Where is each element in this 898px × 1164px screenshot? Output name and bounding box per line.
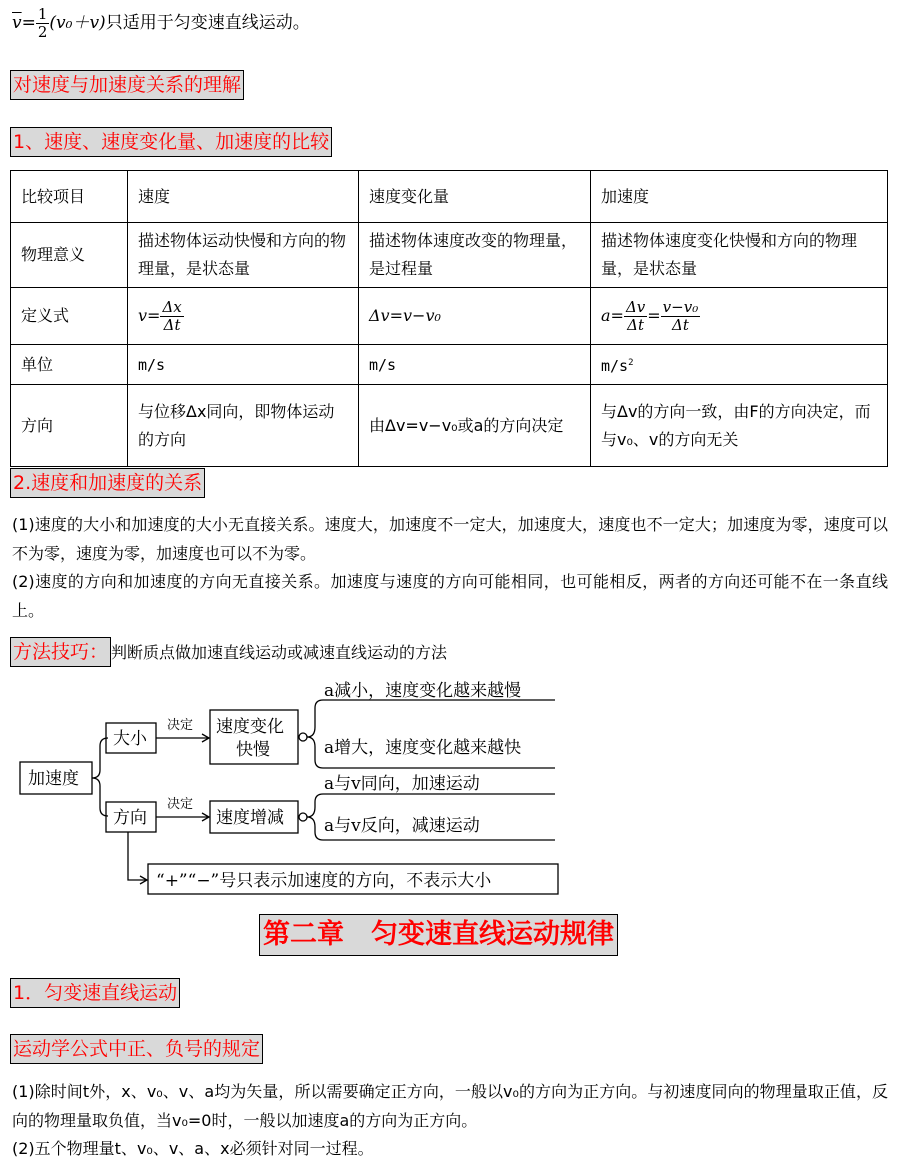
acceleration-def-fraction-2: [661, 299, 701, 334]
heading-sign-rules: 运动学公式中正、负号的规定: [10, 1034, 263, 1064]
paragraph-1: (1)速度的大小和加速度的大小无直接关系。速度大，加速度不一定大，加速度大，速度也不一定大；加速度为零，速度可以不为零，速度为零，加速度也可以不为零。: [12, 515, 888, 563]
table-row-direction: [11, 385, 888, 467]
table-cell: 与位移Δx同向，即物体运动的方向: [128, 385, 359, 467]
paragraph-4: (2)五个物理量t、v₀、v、a、x必须针对同一过程。: [12, 1139, 374, 1158]
table-cell-unit: [591, 345, 888, 385]
acceleration-def-fraction-1: [624, 299, 647, 334]
velocity-def-denominator: Δt: [163, 315, 181, 334]
diagram-note: “+”“−”号只表示加速度的方向，不表示大小: [156, 871, 492, 891]
table-cell-formula: Δv=v−v₀: [359, 288, 591, 345]
formula-text: 只适用于匀变速直线运动。: [105, 13, 310, 33]
heading-comparison: 1、速度、速度变化量、加速度的比较: [10, 127, 332, 157]
diagram-box1-line1: 速度变化: [216, 717, 284, 737]
comparison-table: [10, 170, 888, 467]
table-cell-formula: [591, 288, 888, 345]
formula-eq: =: [21, 13, 36, 33]
table-cell: 方向: [11, 385, 128, 467]
diagram-branch-size: 大小: [113, 729, 147, 749]
table-header-cell: 速度变化量: [359, 171, 591, 223]
table-row-meaning: [11, 223, 888, 288]
paragraph-3: (1)除时间t外，x、v₀、v、a均为矢量，所以需要确定正方向，一般以v₀的方向为正方向。与初速度同向的物理量取正值，反向的物理量取负值，当v₀=0时，一般以加速度a的方向为正方向。: [12, 1082, 888, 1130]
table-cell: 定义式: [11, 288, 128, 345]
diagram-branch-direction: 方向: [113, 808, 147, 828]
table-row-definition: [11, 288, 888, 345]
table-row-unit: [11, 345, 888, 385]
acceleration-def-lhs: a=: [601, 305, 624, 325]
diagram-leaf-3: a与v同向，加速运动: [324, 774, 480, 794]
table-cell: m/s: [359, 345, 591, 385]
formula-lhs: $\overline{v}$: [12, 13, 22, 33]
table-cell: m/s: [128, 345, 359, 385]
diagram-leaf-4: a与v反向，减速运动: [324, 816, 480, 836]
method-tip: [10, 637, 447, 667]
method-tip-label: 方法技巧：: [10, 637, 111, 667]
acceleration-def-eq: =: [647, 305, 661, 325]
velocity-def-numerator: Δx: [162, 297, 182, 316]
diagram-box2: 速度增减: [216, 808, 284, 828]
average-velocity-formula: [12, 6, 310, 41]
heading-velocity-acceleration: 对速度与加速度关系的理解: [10, 70, 244, 100]
table-row-header: [11, 171, 888, 223]
table-cell: 描述物体运动快慢和方向的物理量，是状态量: [128, 223, 359, 288]
diagram-leaf-1: a减小，速度变化越来越慢: [324, 681, 522, 701]
table-cell: 单位: [11, 345, 128, 385]
diagram-box1-line2: 快慢: [236, 740, 270, 760]
acceleration-def-numerator-2: v−v₀: [662, 297, 699, 316]
acceleration-diagram: [0, 680, 898, 900]
table-cell-formula: [128, 288, 359, 345]
heading-relation: 2.速度和加速度的关系: [10, 468, 205, 498]
velocity-def-fraction: [160, 299, 183, 334]
diagram-leaf-2: a增大，速度变化越来越快: [324, 738, 522, 758]
velocity-def-lhs: v=: [138, 305, 161, 325]
formula-numerator: 1: [37, 5, 48, 23]
unit-text: m/s: [601, 357, 629, 375]
paragraph-2: (2)速度的方向和加速度的方向无直接关系。加速度与速度的方向可能相同，也可能相反，两者的方向还可能不在一条直线上。: [12, 572, 888, 620]
formula-paren: (v₀＋v): [49, 13, 106, 33]
table-cell: 由Δv=v−v₀或a的方向决定: [359, 385, 591, 467]
table-cell: 描述物体速度改变的物理量，是过程量: [359, 223, 591, 288]
table-header-cell: 速度: [128, 171, 359, 223]
heading-uniform-acceleration: 1．匀变速直线运动: [10, 978, 180, 1008]
chapter-title: 第二章 匀变速直线运动规律: [259, 914, 618, 956]
table-cell: 描述物体速度变化快慢和方向的物理量，是状态量: [591, 223, 888, 288]
acceleration-def-numerator-1: Δv: [625, 297, 646, 316]
diagram-decide-label-1: 决定: [167, 718, 194, 733]
acceleration-def-denominator-2: Δt: [672, 315, 689, 334]
acceleration-def-denominator-1: Δt: [627, 315, 645, 334]
diagram-decide-label-2: 决定: [167, 797, 194, 812]
table-header-cell: 比较项目: [11, 171, 128, 223]
method-tip-text: 判断质点做加速直线运动或减速直线运动的方法: [111, 643, 448, 662]
unit-superscript: 2: [628, 358, 634, 368]
table-cell: 物理意义: [11, 223, 128, 288]
formula-denominator: 2: [37, 23, 48, 41]
formula-fraction: [36, 6, 50, 41]
table-cell: 与Δv的方向一致，由F的方向决定，而与v₀、v的方向无关: [591, 385, 888, 467]
diagram-root-label: 加速度: [28, 769, 79, 789]
table-header-cell: 加速度: [591, 171, 888, 223]
